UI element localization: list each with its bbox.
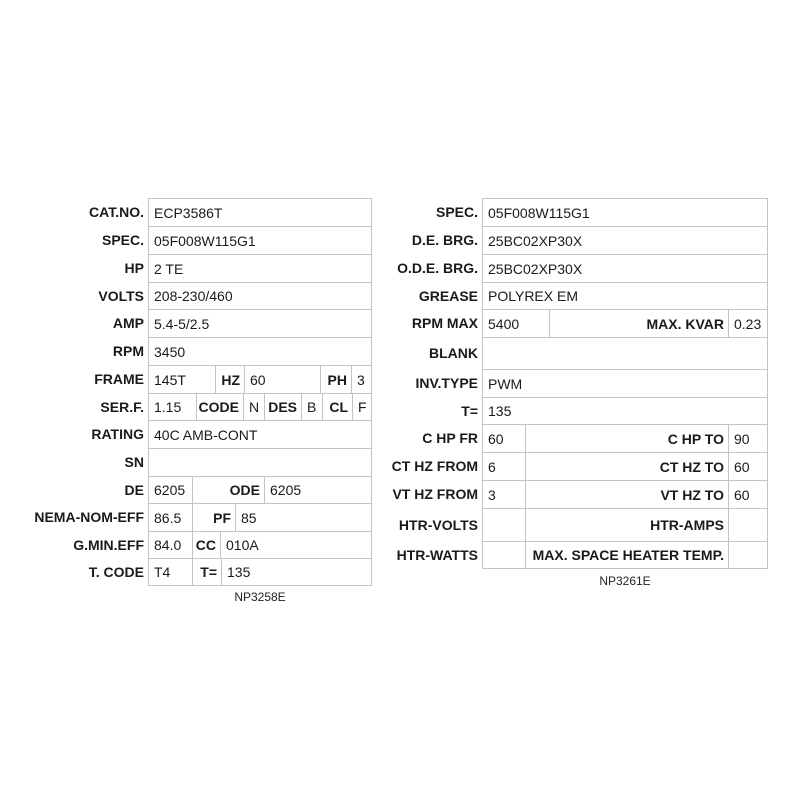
field-label: NEMA-NOM-EFF bbox=[34, 509, 144, 525]
field-label: SER.F. bbox=[100, 398, 144, 415]
field-label: FRAME bbox=[94, 371, 144, 387]
field-label: SPEC. bbox=[435, 204, 478, 220]
field-value: 1.15 bbox=[148, 393, 197, 421]
field-label: CL bbox=[322, 393, 353, 421]
field-label: HTR-AMPS bbox=[525, 508, 729, 542]
field-value: 60 bbox=[244, 365, 321, 394]
field-label: VOLTS bbox=[98, 287, 144, 304]
field-label: BLANK bbox=[429, 345, 478, 361]
field-label: D.E. BRG. bbox=[411, 232, 478, 248]
field-label: VT HZ FROM bbox=[392, 486, 478, 502]
field-label: GREASE bbox=[418, 287, 478, 304]
field-value bbox=[482, 337, 768, 370]
field-value: ECP3586T bbox=[148, 198, 372, 227]
field-label: G.MIN.EFF bbox=[73, 536, 144, 553]
nameplate-right-caption: NP3261E bbox=[599, 574, 651, 588]
field-value: 208-230/460 bbox=[148, 282, 372, 310]
field-label: CT HZ FROM bbox=[391, 458, 478, 474]
field-value: 135 bbox=[221, 558, 372, 586]
field-label: DE bbox=[124, 481, 144, 498]
field-value: PWM bbox=[482, 369, 768, 398]
field-label: C HP FR bbox=[422, 430, 478, 446]
field-value: 010A bbox=[220, 531, 372, 559]
field-label: T= bbox=[461, 402, 478, 419]
field-label: HTR-VOLTS bbox=[398, 517, 478, 533]
field-label: INV.TYPE bbox=[415, 375, 478, 391]
nameplate-left-caption: NP3258E bbox=[234, 590, 286, 604]
field-value bbox=[148, 448, 372, 477]
field-label: DES bbox=[264, 393, 302, 421]
field-value: 60 bbox=[728, 480, 768, 509]
field-value: 135 bbox=[482, 397, 768, 425]
field-value: T4 bbox=[148, 558, 193, 586]
field-value: 145T bbox=[148, 365, 216, 394]
field-label: CODE bbox=[196, 393, 244, 421]
field-value: 25BC02XP30X bbox=[482, 226, 768, 255]
field-label: RPM bbox=[112, 343, 144, 359]
field-value bbox=[728, 541, 768, 569]
field-value: N bbox=[243, 393, 265, 421]
field-label: VT HZ TO bbox=[525, 480, 729, 509]
field-value: 2 TE bbox=[148, 254, 372, 283]
field-label: C HP TO bbox=[525, 424, 729, 453]
field-value: 6 bbox=[482, 452, 526, 481]
field-label: RPM MAX bbox=[411, 315, 478, 331]
field-label: CC bbox=[192, 531, 221, 559]
field-value: B bbox=[301, 393, 323, 421]
field-value: 3450 bbox=[148, 337, 372, 366]
field-value: 84.0 bbox=[148, 531, 193, 559]
field-label: AMP bbox=[112, 315, 144, 331]
field-label: O.D.E. BRG. bbox=[397, 260, 478, 276]
field-label: SPEC. bbox=[101, 232, 144, 248]
field-value: 60 bbox=[728, 452, 768, 481]
field-value: 3 bbox=[351, 365, 372, 394]
field-value: 05F008W115G1 bbox=[482, 198, 768, 227]
field-label: SN bbox=[124, 454, 144, 470]
field-value bbox=[482, 541, 526, 569]
field-value: 40C AMB-CONT bbox=[148, 420, 372, 449]
field-label: RATING bbox=[91, 426, 144, 442]
field-value: 5400 bbox=[482, 309, 550, 338]
field-label: CAT.NO. bbox=[89, 204, 144, 220]
field-label: HZ bbox=[215, 365, 245, 394]
field-value: 90 bbox=[728, 424, 768, 453]
field-label: T= bbox=[192, 558, 222, 586]
field-value bbox=[482, 508, 526, 542]
field-label: HTR-WATTS bbox=[396, 547, 478, 563]
field-value: 05F008W115G1 bbox=[148, 226, 372, 255]
field-value: POLYREX EM bbox=[482, 282, 768, 310]
field-label: PF bbox=[192, 503, 236, 532]
field-label: T. CODE bbox=[88, 564, 144, 580]
field-label: PH bbox=[320, 365, 352, 394]
field-value: 0.23 bbox=[728, 309, 768, 338]
field-value: 25BC02XP30X bbox=[482, 254, 768, 283]
field-label: MAX. SPACE HEATER TEMP. bbox=[525, 541, 729, 569]
field-label: CT HZ TO bbox=[525, 452, 729, 481]
field-value: 60 bbox=[482, 424, 526, 453]
field-label: ODE bbox=[192, 476, 265, 504]
field-value: F bbox=[352, 393, 372, 421]
field-value: 86.5 bbox=[148, 503, 193, 532]
field-value bbox=[728, 508, 768, 542]
field-value: 85 bbox=[235, 503, 372, 532]
field-label: MAX. KVAR bbox=[549, 309, 729, 338]
field-value: 3 bbox=[482, 480, 526, 509]
field-value: 6205 bbox=[148, 476, 193, 504]
field-value: 6205 bbox=[264, 476, 372, 504]
field-label: HP bbox=[124, 260, 144, 276]
field-value: 5.4-5/2.5 bbox=[148, 309, 372, 338]
